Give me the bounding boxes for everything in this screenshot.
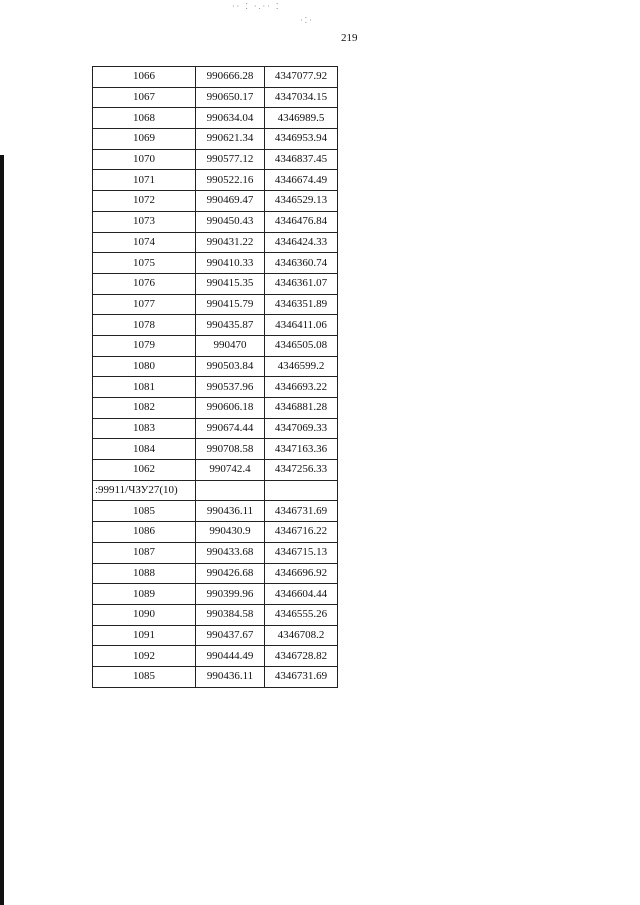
table-row: [93, 315, 338, 336]
point-cell: 1083: [93, 418, 196, 439]
page-number: 219: [341, 32, 358, 44]
coordinates-table: [92, 66, 338, 688]
point-cell: 1080: [93, 356, 196, 377]
y-coordinate-cell: 4346674.49: [265, 170, 338, 191]
x-coordinate-cell: 990469.47: [196, 191, 265, 212]
y-coordinate-cell: 4347069.33: [265, 418, 338, 439]
x-coordinate-cell: 990436.11: [196, 666, 265, 687]
y-coordinate-cell: 4346708.2: [265, 625, 338, 646]
y-coordinate-cell: 4346424.33: [265, 232, 338, 253]
y-coordinate-cell: 4346953.94: [265, 129, 338, 150]
y-coordinate-cell: 4346989.5: [265, 108, 338, 129]
x-coordinate-cell: 990577.12: [196, 149, 265, 170]
y-coordinate-cell: 4346505.08: [265, 335, 338, 356]
point-cell: 1085: [93, 501, 196, 522]
table-row: [93, 666, 338, 687]
y-coordinate-cell: 4346351.89: [265, 294, 338, 315]
y-coordinate-cell: 4346529.13: [265, 191, 338, 212]
table-row: [93, 522, 338, 543]
x-coordinate-cell: 990437.67: [196, 625, 265, 646]
table-row: [93, 542, 338, 563]
table-row: [93, 398, 338, 419]
table-row: [93, 646, 338, 667]
table-row: [93, 67, 338, 88]
x-coordinate-cell: 990415.35: [196, 273, 265, 294]
point-cell: 1072: [93, 191, 196, 212]
point-cell: 1079: [93, 335, 196, 356]
y-coordinate-cell: 4346476.84: [265, 211, 338, 232]
x-coordinate-cell: 990503.84: [196, 356, 265, 377]
table-row: [93, 294, 338, 315]
y-coordinate-cell: 4347163.36: [265, 439, 338, 460]
point-cell: 1081: [93, 377, 196, 398]
table-row: [93, 108, 338, 129]
point-cell: 1085: [93, 666, 196, 687]
table-row: [93, 273, 338, 294]
x-coordinate-cell: 990435.87: [196, 315, 265, 336]
y-coordinate-cell: 4346604.44: [265, 584, 338, 605]
table-row: [93, 356, 338, 377]
x-coordinate-cell: 990522.16: [196, 170, 265, 191]
x-coordinate-cell: 990674.44: [196, 418, 265, 439]
x-coordinate-cell: 990431.22: [196, 232, 265, 253]
y-coordinate-cell: 4346361.07: [265, 273, 338, 294]
scan-noise: ·· ⁚ ·.·· ⁚: [232, 2, 281, 11]
table-row: [93, 584, 338, 605]
table-row: [93, 604, 338, 625]
point-cell: 1092: [93, 646, 196, 667]
x-coordinate-cell: 990650.17: [196, 87, 265, 108]
x-coordinate-cell: 990384.58: [196, 604, 265, 625]
point-cell: 1062: [93, 460, 196, 481]
coordinates-table-body: [93, 67, 338, 688]
point-cell: 1074: [93, 232, 196, 253]
table-row: [93, 563, 338, 584]
point-cell: 1070: [93, 149, 196, 170]
x-coordinate-cell: 990742.4: [196, 460, 265, 481]
x-coordinate-cell: 990450.43: [196, 211, 265, 232]
x-coordinate-cell: 990415.79: [196, 294, 265, 315]
point-cell: 1086: [93, 522, 196, 543]
y-coordinate-cell: 4346837.45: [265, 149, 338, 170]
parcel-header-row: [93, 480, 338, 501]
y-coordinate-cell: 4346555.26: [265, 604, 338, 625]
point-cell: 1088: [93, 563, 196, 584]
x-coordinate-cell: 990666.28: [196, 67, 265, 88]
point-cell: 1082: [93, 398, 196, 419]
y-coordinate-cell: 4346360.74: [265, 253, 338, 274]
point-cell: 1091: [93, 625, 196, 646]
table-row: [93, 211, 338, 232]
table-row: [93, 87, 338, 108]
scan-edge-bar: [0, 155, 4, 905]
point-cell: 1075: [93, 253, 196, 274]
y-coordinate-cell: [265, 480, 338, 501]
y-coordinate-cell: 4346696.92: [265, 563, 338, 584]
point-cell: 1068: [93, 108, 196, 129]
x-coordinate-cell: 990433.68: [196, 542, 265, 563]
point-cell: 1076: [93, 273, 196, 294]
y-coordinate-cell: 4346731.69: [265, 501, 338, 522]
table-row: [93, 501, 338, 522]
point-cell: 1073: [93, 211, 196, 232]
x-coordinate-cell: 990606.18: [196, 398, 265, 419]
y-coordinate-cell: 4347256.33: [265, 460, 338, 481]
table-row: [93, 170, 338, 191]
x-coordinate-cell: 990444.49: [196, 646, 265, 667]
point-cell: 1067: [93, 87, 196, 108]
table-row: [93, 149, 338, 170]
table-row: [93, 335, 338, 356]
x-coordinate-cell: 990430.9: [196, 522, 265, 543]
table-row: [93, 377, 338, 398]
y-coordinate-cell: 4346716.22: [265, 522, 338, 543]
y-coordinate-cell: 4346881.28: [265, 398, 338, 419]
x-coordinate-cell: 990436.11: [196, 501, 265, 522]
point-cell: 1071: [93, 170, 196, 191]
table-row: [93, 253, 338, 274]
table-row: [93, 418, 338, 439]
x-coordinate-cell: 990426.68: [196, 563, 265, 584]
x-coordinate-cell: 990410.33: [196, 253, 265, 274]
x-coordinate-cell: [196, 480, 265, 501]
table-row: [93, 232, 338, 253]
table-row: [93, 129, 338, 150]
point-cell: 1090: [93, 604, 196, 625]
x-coordinate-cell: 990621.34: [196, 129, 265, 150]
y-coordinate-cell: 4346715.13: [265, 542, 338, 563]
point-cell: 1078: [93, 315, 196, 336]
point-cell: 1084: [93, 439, 196, 460]
scan-noise: ·⁚·: [300, 16, 314, 25]
x-coordinate-cell: 990708.58: [196, 439, 265, 460]
table-row: [93, 191, 338, 212]
point-cell: 1077: [93, 294, 196, 315]
point-cell: 1066: [93, 67, 196, 88]
x-coordinate-cell: 990470: [196, 335, 265, 356]
table-row: [93, 625, 338, 646]
y-coordinate-cell: 4346693.22: [265, 377, 338, 398]
y-coordinate-cell: 4346731.69: [265, 666, 338, 687]
y-coordinate-cell: 4346411.06: [265, 315, 338, 336]
point-cell: 1069: [93, 129, 196, 150]
y-coordinate-cell: 4347077.92: [265, 67, 338, 88]
point-cell: :99911/ЧЗУ27(10): [93, 480, 196, 501]
x-coordinate-cell: 990634.04: [196, 108, 265, 129]
y-coordinate-cell: 4347034.15: [265, 87, 338, 108]
table-row: [93, 460, 338, 481]
y-coordinate-cell: 4346728.82: [265, 646, 338, 667]
point-cell: 1087: [93, 542, 196, 563]
x-coordinate-cell: 990399.96: [196, 584, 265, 605]
x-coordinate-cell: 990537.96: [196, 377, 265, 398]
table-row: [93, 439, 338, 460]
y-coordinate-cell: 4346599.2: [265, 356, 338, 377]
point-cell: 1089: [93, 584, 196, 605]
